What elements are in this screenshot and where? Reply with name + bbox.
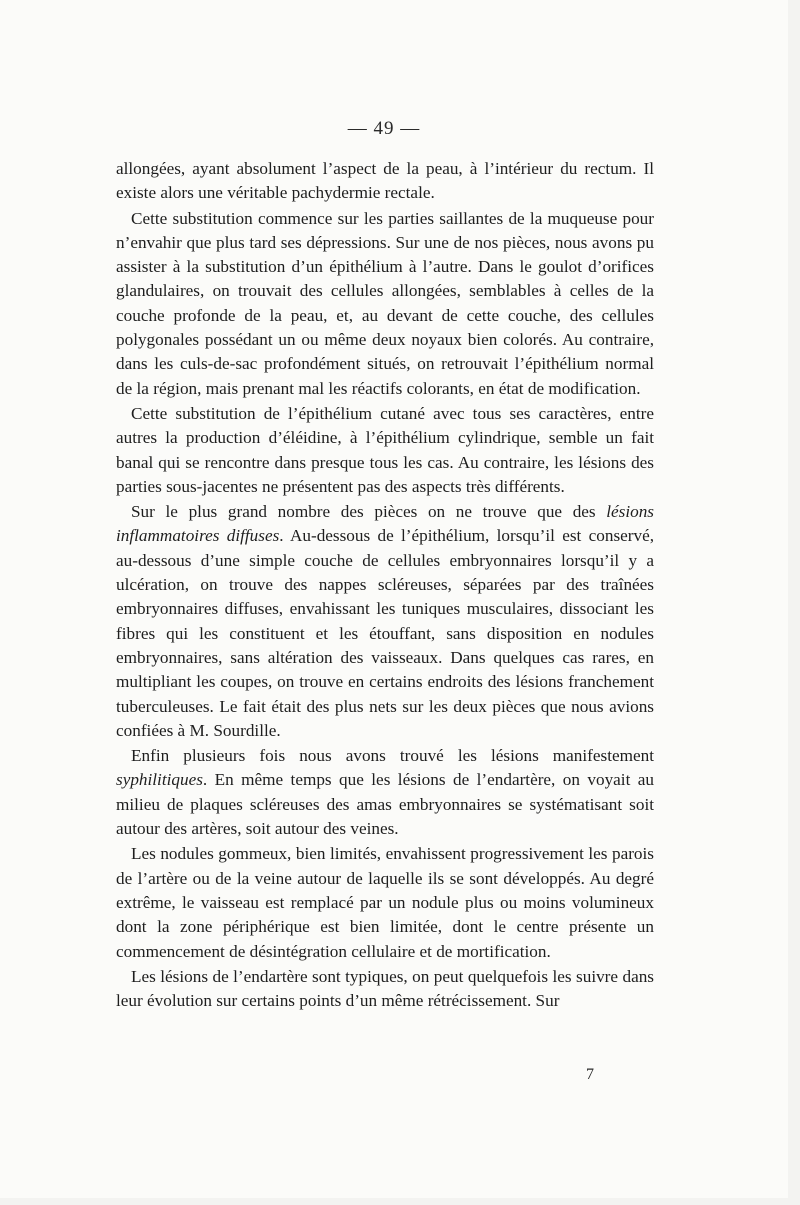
paragraph xyxy=(116,157,654,206)
paragraph xyxy=(116,842,654,963)
text-run: Enfin plusieurs fois nous avons trouvé les lésions manifestement xyxy=(131,746,654,766)
page-number: — 49 — xyxy=(347,118,421,139)
text-run: . En même temps que les lésions de l’endartère, on voyait au milieu de plaques scléreuses des amas embryonnaires se systématisant soit autour des artères, soit autour des veines. xyxy=(116,770,654,839)
paragraph xyxy=(116,402,654,499)
text-run: Sur le plus grand nombre des pièces on ne trouve que des xyxy=(131,502,607,522)
italic-text-run: syphilitiques xyxy=(116,770,203,790)
body-text xyxy=(116,157,654,1013)
italic-text-run: lésions inflammatoires diffuses xyxy=(116,502,654,546)
text-run: Cette substitution commence sur les parties saillantes de la muqueuse pour n’envahir que plus tard ses dépressions. Sur une de nos pièces, nous avons pu assister à la substitution d’un épithélium à l’autre. Dans le goulot d’orifices glandulaires, on trouvait des cellules allongées, semblables à celles de la couche profonde de la peau, et, au devant de cette couche, des cellules polygonales possédant un ou même deux noyaux bien colorés. Au contraire, dans les culs-de-sac profondément situés, on retrouvait l’épithélium normal de la région, mais prenant mal les réactifs colorants, en état de modification. xyxy=(116,208,654,398)
paragraph xyxy=(116,965,654,1014)
text-run: Cette substitution de l’épithélium cutané avec tous ses caractères, entre autres la production d’éléidine, à l’épithélium cylindrique, semble un fait banal qui se rencontre dans presque tous les cas. Au contraire, les lésions des parties sous-jacentes ne présentent pas des aspects très différents. xyxy=(116,403,654,496)
text-run: allongées, ayant absolument l’aspect de la peau, à l’intérieur du rectum. Il existe alors une véritable pachydermie rectale. xyxy=(116,159,654,203)
paragraph xyxy=(116,500,654,743)
text-run: Les nodules gommeux, bien limités, envahissent progressivement les parois de l’artère ou de la veine autour de laquelle ils se sont développés. Au degré extrême, le vaisseau est remplacé par un nodule plus ou moins volumineux dont la zone périphérique est bien limitée, dont le centre présente un commencement de désintégration cellulaire et de mortification. xyxy=(116,844,654,961)
paragraph xyxy=(116,744,654,841)
text-run: Les lésions de l’endartère sont typiques, on peut quelquefois les suivre dans leur évolution sur certains points d’un même rétrécissement. Sur xyxy=(116,966,654,1011)
text-run: . Au-dessous de l’épithélium, lorsqu’il est conservé, au-dessous d’une simple couche de cellules embryonnaires lorsqu’il y a ulcération, on trouve des nappes scléreuses, séparées par des traînées embryonnaires diffuses, envahissant les tuniques musculaires, dissociant les fibres qui les constituent et les étouffant, sans disposition en nodules embryonnaires, sans altération des vaisseaux. Dans quelques cas rares, en multipliant les coupes, on trouve en certains endroits des lésions franchement tuberculeuses. Le fait était des plus nets sur les deux pièces que nous avions confiées à M. Sourdille. xyxy=(116,526,655,740)
paragraph xyxy=(116,207,654,401)
signature-mark: 7 xyxy=(586,1066,594,1083)
